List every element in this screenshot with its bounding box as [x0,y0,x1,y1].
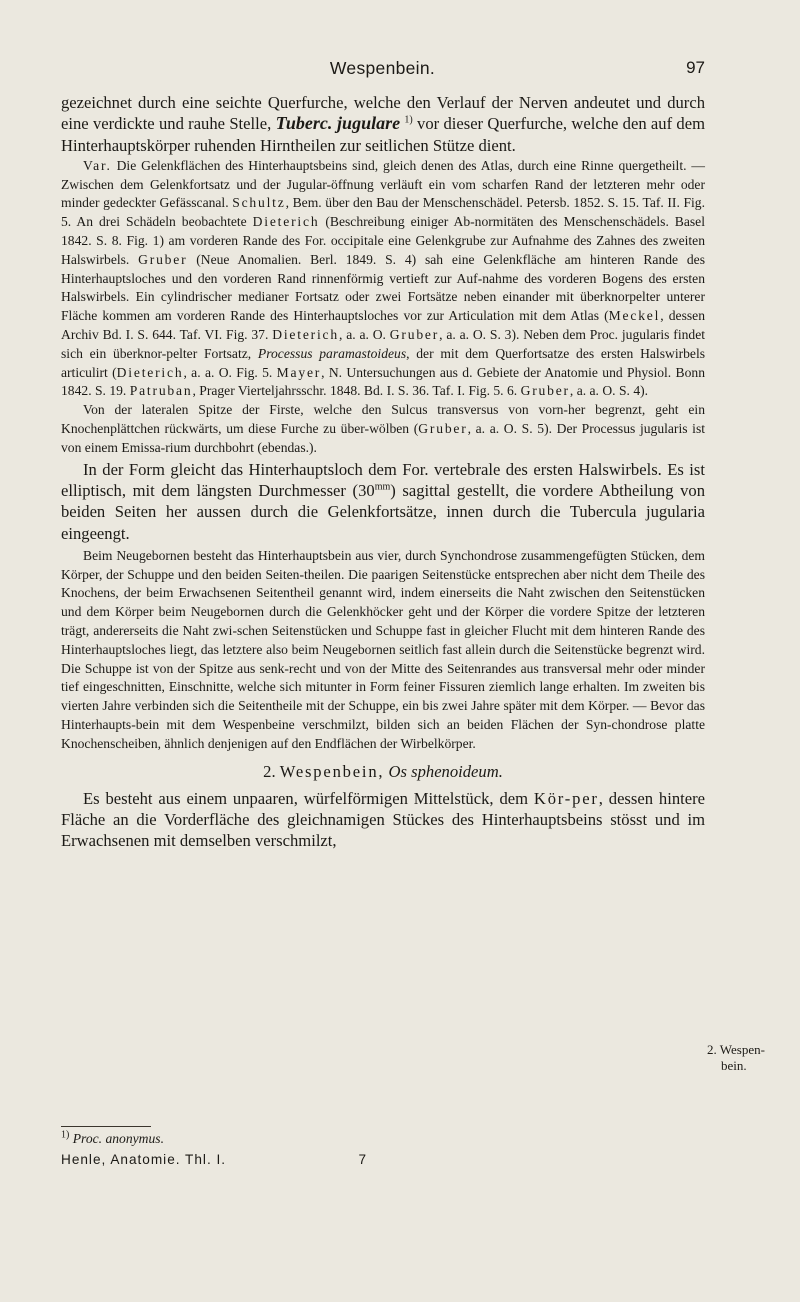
paragraph-foramen [61,459,705,544]
page-body [61,92,705,851]
text-run: vor dieser Querfurche, welche den auf dem Hinterhauptskörper ruhenden Hirntheilen zur seitlichen Stütze dient. [61,114,705,155]
section-title: Wespenbein, [279,761,385,781]
unit-superscript: mm [374,481,391,493]
author-name: Dieterich [252,214,320,230]
note-paragraph [61,401,705,457]
footnote-rule [61,1126,151,1127]
section-heading [61,762,705,782]
author-name: Dieterich [272,327,339,343]
text-run: , Prager Vierteljahrsschr. 1848. Bd. I. S. 36. Taf. I. Fig. 5. 6. [192,383,521,399]
signature-line [61,1152,366,1167]
author-name: Schultz [232,195,286,211]
text-run: Es besteht aus einem unpaaren, würfelförmigen Mittelstück, dem [83,788,534,808]
text-run: , a. a. O. [339,327,390,343]
text-run: gezeichnet durch eine seichte Querfurche, welche den Verlauf der Nerven andeutet und durch eine verdickte und rauhe Stelle, [61,93,705,134]
term-koerper: Kör-per [533,788,599,808]
latin-term: Processus paramastoideus [257,345,407,361]
text-run: , a. a. O. S. 4). [569,383,649,399]
margin-note-line: bein. [721,1058,747,1073]
author-name: Gruber [418,421,468,437]
text-run: Die Gelenkflächen des Hinterhauptsbeins sind, gleich denen des Atlas, durch eine Rinne quergetheilt. — Zwischen dem Gelenkfortsatz und der Jugular-öffnung verläuft ein vom scharfen Rand der letzteren mehr oder minder gedeckter Gefässcanal. [61,157,705,211]
footnote-number: 1) [61,1129,70,1141]
author-name: Mayer [276,364,322,380]
page-number: 97 [686,58,705,77]
author-name: Gruber [520,383,570,399]
text-run: , a. a. O. Fig. 5. [183,364,277,380]
margin-note [707,1042,797,1074]
footnote-marker: 1) [404,114,413,126]
text-run: Von der lateralen Spitze der Firste, welche den Sulcus transversus von vorn-her begrenzt, geht ein Knochenplättchen rückwärts, um diese Furche zu über-wölben ( [61,402,705,437]
author-name: Dieterich [116,364,184,380]
text-run: , Bem. über den Bau der Menschenschädel. Petersb. 1852. S. 15. Taf. II. Fig. 5. An drei Schädeln beobachtete [61,195,705,230]
author-name: Gruber [389,327,440,343]
note-paragraph-newborn: Beim Neugebornen besteht das Hinterhauptsbein aus vier, durch Synchondrose zusammengefügten Stücken, dem Körper, der Schuppe und den beiden Seiten-theilen. Die paarigen Seitenstücke entsprechen aber nicht dem Theile des Knochens, der beim Erwachsenen Seitentheil genannt wird, indem einerseits die Naht zwischen den Seitenstücken und dem Körper beim Neugebornen durch die Gelenkhöcker geht und der Körper die vordere Spitze der letzteren trägt, andererseits die Naht zwi-schen Seitenstücken und Schuppe fast in gleicher Flucht mit dem hinteren Rande des Hinterhauptsloches liegt, das letztere also beim Neugebornen seitlich fast allein durch die Seitenstücke begrenzt wird. Die Schuppe ist von der Spitze aus senk-recht und von der Mitte des Seitenrandes aus transversal mehr oder minder tief eingeschnitten, Einschnitte, welche sich mitunter in Form feiner Fissuren ziemlich lange erhalten. Im zweiten bis vierten Jahre verbinden sich die Seitentheile mit der Schuppe, ein bis zwei Jahre später mit dem Körper. — Bevor das Hinterhaupts-bein mit dem Wespenbeine verschmilzt, bilden sich an beiden Flächen der Syn-chondrose platte Knochenscheiben, ähnlich denjenigen auf den Endflächen der Wirbelkörper. [61,547,705,751]
section-latin-title: Os sphenoideum. [388,761,503,781]
text-run: (Neue Anomalien. Berl. 1849. S. 4) sah eine Gelenkfläche am hinteren Rande des Hinterhauptsloches und den vorderen Rand rinnenförmig vertieft zur Auf-nahme des vorderen Bogens des ersten Halswirbels. Ein cylindrischer medianer Fortsatz oder zwei Fortsätze neben einander mit überknorpelter unterer Fläche kommen am vorderen Rande des Hinterhauptsloches vor zur Articulation mit dem Atlas ( [61,251,705,324]
signature-number: 7 [358,1152,366,1167]
author-name: Meckel [608,308,661,324]
text-run: , der mit dem Querfortsatze des ersten Halswirbels articulirt ( [61,345,706,380]
author-name: Patruban [129,383,193,399]
author-name: Gruber [138,251,188,267]
text-run: , N. Untersuchungen aus d. Gebiete der Anatomie und Physiol. Bonn 1842. S. 19. [61,364,705,399]
variants-paragraph [61,157,705,401]
page-header [60,58,705,82]
text-run: , a. a. O. S. 5). Der Processus jugularis ist von einem Emissa-rium durchbohrt (ebendas.). [61,421,706,455]
section-number: 2. [263,761,276,781]
text-run: In der Form gleicht das Hinterhauptsloch dem For. vertebrale des ersten Halswirbels. Es ist elliptisch, mit dem längsten Durchmesser (30 [61,459,705,500]
footnote [61,1131,164,1147]
paragraph-wespenbein [61,788,705,852]
running-head: Wespenbein. [329,58,436,78]
signature-title: Henle, Anatomie. Thl. I. [61,1152,227,1167]
variants-label: Var. [83,157,112,173]
text-run: (Beschreibung einiger Ab-normitäten des Menschenschädels. Basel 1842. S. 8. Fig. 1) am vorderen Rande des For. occipitale eine Gelenkgrube zur Aufnahme des Zahnes des zweiten Halswirbels. [61,214,705,267]
footnote-text: Proc. anonymus. [72,1131,164,1146]
margin-note-line: 2. Wespen- [707,1042,765,1057]
term-tuberc-jugulare: Tuberc. jugulare [275,113,401,134]
text-run: , dessen Archiv Bd. I. S. 644. Taf. VI. Fig. 37. [61,308,705,343]
text-run: ) sagittal gestellt, die vordere Abtheilung von beiden Seiten her aussen durch die Gelenkfortsätze, innen durch die Tubercula jugularia eingeengt. [61,480,706,543]
text-run: , a. a. O. S. 3). Neben dem Proc. jugularis findet sich ein überknor-pelter Fortsatz, [61,327,706,361]
text-run: , dessen hintere Fläche an die Vorderfläche des gleichnamigen Stückes des Hinterhauptsbeins stösst und im Erwachsenen mit demselben verschmilzt, [61,788,705,851]
paragraph-continuation [61,92,705,156]
